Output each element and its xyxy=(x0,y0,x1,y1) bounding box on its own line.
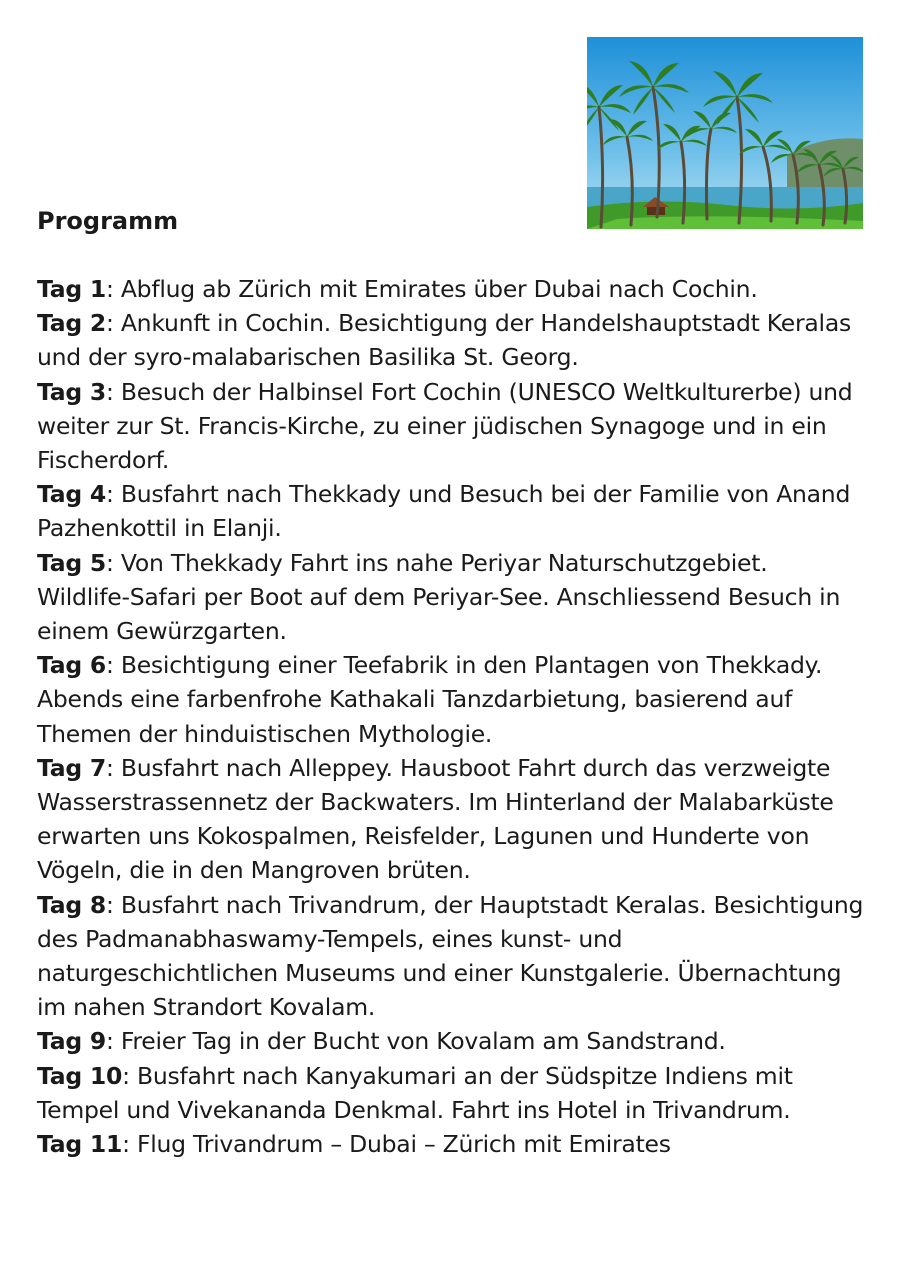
itinerary-list xyxy=(37,272,867,1161)
day-description: : Busfahrt nach Trivandrum, der Hauptstadt Keralas. Besichtigung des Padmanabhaswamy-Tempels, eines kunst- und naturgeschichtlichen Museums und einer Kunstgalerie. Übernachtung im nahen Strandort Kovalam. xyxy=(37,890,864,1022)
day-label: Tag 3 xyxy=(37,377,106,406)
itinerary-day-11 xyxy=(37,1127,867,1161)
day-description: : Abflug ab Zürich mit Emirates über Dubai nach Cochin. xyxy=(105,275,758,303)
itinerary-day-3 xyxy=(37,375,867,478)
itinerary-day-8 xyxy=(37,888,867,1025)
palm-trees-photo xyxy=(587,37,863,229)
day-label: Tag 10 xyxy=(37,1061,123,1090)
day-description: : Besichtigung einer Teefabrik in den Plantagen von Thekkady. Abends eine farbenfrohe Kathakali Tanzdarbietung, basierend auf Themen der hinduistischen Mythologie. xyxy=(37,651,823,748)
day-label: Tag 1 xyxy=(37,275,106,303)
itinerary-day-2 xyxy=(37,306,867,374)
day-label: Tag 4 xyxy=(37,480,106,509)
itinerary-day-10 xyxy=(37,1059,867,1127)
day-label: Tag 6 xyxy=(37,651,106,680)
day-label: Tag 2 xyxy=(37,309,106,338)
day-label: Tag 5 xyxy=(37,548,106,577)
day-description: : Besuch der Halbinsel Fort Cochin (UNESCO Weltkulturerbe) und weiter zur St. Francis-Kirche, zu einer jüdischen Synagoge und in ein Fischerdorf. xyxy=(37,377,853,475)
itinerary-day-5 xyxy=(37,546,867,649)
itinerary-day-7 xyxy=(37,751,867,888)
itinerary-day-4 xyxy=(37,477,867,545)
day-description: : Freier Tag in der Bucht von Kovalam am Sandstrand. xyxy=(105,1027,726,1056)
day-description: : Busfahrt nach Alleppey. Hausboot Fahrt durch das verzweigte Wasserstrassennetz der Backwaters. Im Hinterland der Malabarküste erwarten uns Kokospalmen, Reisfelder, Lagunen und Hunderte von Vögeln, die in den Mangroven brüten. xyxy=(37,753,834,885)
day-description: : Von Thekkady Fahrt ins nahe Periyar Naturschutzgebiet. Wildlife-Safari per Boot auf dem Periyar-See. Anschliessend Besuch in einem Gewürzgarten. xyxy=(37,548,841,646)
day-description: : Busfahrt nach Kanyakumari an der Südspitze Indiens mit Tempel und Vivekananda Denkmal. Fahrt ins Hotel in Trivandrum. xyxy=(37,1061,793,1124)
program-heading: Programm xyxy=(37,207,179,235)
day-label: Tag 7 xyxy=(37,753,106,782)
day-label: Tag 8 xyxy=(37,890,106,919)
day-description: : Ankunft in Cochin. Besichtigung der Handelshauptstadt Keralas und der syro-malabarischen Basilika St. Georg. xyxy=(37,309,851,372)
itinerary-day-9 xyxy=(37,1024,867,1058)
day-description: : Flug Trivandrum – Dubai – Zürich mit Emirates xyxy=(122,1130,671,1159)
day-label: Tag 11 xyxy=(37,1130,123,1159)
day-description: : Busfahrt nach Thekkady und Besuch bei der Familie von Anand Pazhenkottil in Elanji. xyxy=(37,480,851,543)
day-label: Tag 9 xyxy=(37,1027,106,1056)
itinerary-day-6 xyxy=(37,648,867,751)
itinerary-day-1 xyxy=(37,272,867,306)
